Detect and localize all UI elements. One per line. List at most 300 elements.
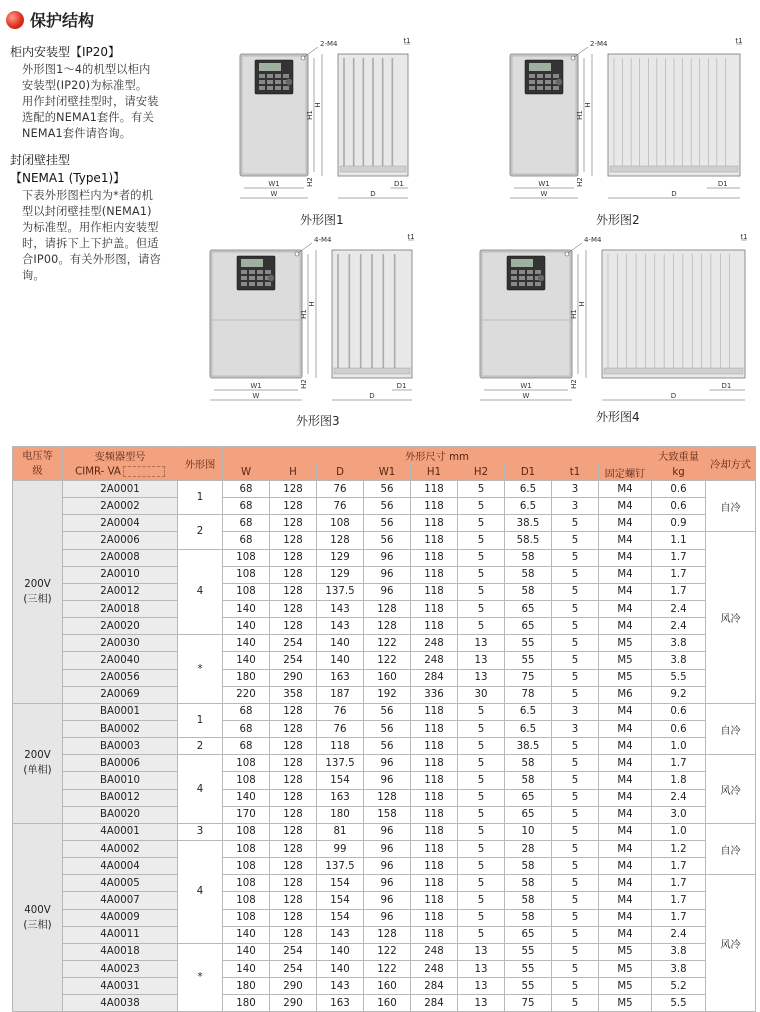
dimension-cell: 254 [270,635,317,652]
dimension-cell: 180 [223,978,270,995]
dimension-cell: 290 [270,669,317,686]
dim-label: D1 [396,382,407,390]
dim-label: W [522,392,530,400]
dimension-cell: 108 [223,909,270,926]
dimension-cell: 163 [317,669,364,686]
keypad-button [267,80,273,84]
dimension-cell: 5 [458,772,505,789]
dim-label: D1 [393,180,404,188]
dimension-cell: 290 [270,995,317,1012]
dimension-cell: 5 [552,755,599,772]
dimension-cell: 122 [364,652,411,669]
dimension-cell: 76 [317,720,364,737]
model-cell: BA0012 [63,789,178,806]
keypad-button [537,74,543,78]
weight-cell: 0.6 [652,703,706,720]
nema1-line: 型以封闭壁挂型(NEMA1) [22,205,152,218]
dimension-cell: 58 [505,549,552,566]
nema1-line: 下表外形图栏内为*者的机 [22,189,154,202]
keypad-button [529,86,535,90]
dimension-cell: M4 [599,583,652,600]
weight-cell: 5.5 [652,995,706,1012]
dim-label: D1 [721,382,732,390]
model-cell: BA0010 [63,772,178,789]
model-cell: 4A0005 [63,875,178,892]
dimension-cell: 154 [317,892,364,909]
dimension-cell: 180 [317,806,364,823]
voltage-group-cell [13,823,63,1012]
dimension-cell: 128 [364,600,411,617]
dim-label: W [252,392,260,400]
dimension-cell: 56 [364,481,411,498]
nema1-line: 为标准型。用作柜内安装型 [22,221,159,234]
keypad-button [553,86,559,90]
dimension-cell: M4 [599,618,652,635]
weight-cell: 1.8 [652,772,706,789]
dimension-cell: 96 [364,840,411,857]
keypad-button [519,276,525,280]
table-row [13,720,756,737]
dimension-cell: 5 [552,532,599,549]
model-cell: 2A0008 [63,549,178,566]
dimension-cell: 128 [364,618,411,635]
dimension-cell: 140 [223,600,270,617]
nema1-line: 询。 [22,269,45,282]
dimension-cell: 128 [270,720,317,737]
dimension-cell: M4 [599,875,652,892]
dimension-cell: 358 [270,686,317,703]
model-cell: BA0001 [63,703,178,720]
dimension-cell: 128 [270,532,317,549]
model-cell: 4A0009 [63,909,178,926]
weight-cell: 1.7 [652,566,706,583]
dimension-cell: 128 [270,515,317,532]
header-col-1: H [270,464,317,481]
dimension-cell: 284 [411,669,458,686]
dimension-cell: 30 [458,686,505,703]
dimension-cell: 248 [411,960,458,977]
dimension-cell: 5 [552,943,599,960]
table-row [13,515,756,532]
dimension-cell: 96 [364,823,411,840]
ip20-line: 外形图1～4的机型以柜内 [22,63,151,76]
dimension-cell: M5 [599,635,652,652]
keypad-display [241,259,263,267]
table-row [13,926,756,943]
dimension-cell: 108 [223,755,270,772]
dimension-cell: 118 [411,755,458,772]
dimension-cell: 5 [458,618,505,635]
dim-label: H1 [306,110,314,120]
weight-cell: 3.8 [652,943,706,960]
ip20-line: 安装型(IP20)为标准型。 [22,79,148,92]
dimension-cell: 128 [270,823,317,840]
dim-label: H [578,301,586,307]
table-row [13,840,756,857]
dimension-cell: 128 [317,532,364,549]
dimension-cell: 108 [223,875,270,892]
table-row [13,686,756,703]
model-code-box [123,466,165,477]
keypad-button [249,270,255,274]
dim-label: t1 [403,38,411,45]
keypad-dial [286,79,292,85]
dimension-cell: 254 [270,960,317,977]
dimension-cell: 154 [317,772,364,789]
dimension-cell: 284 [411,978,458,995]
keypad-display [511,259,533,267]
dimension-cell: 108 [223,549,270,566]
dim-label: W [540,190,548,198]
dimension-cell: 5 [458,515,505,532]
dim-label: W1 [268,180,280,188]
weight-cell: 1.7 [652,549,706,566]
ip20-line: 用作封闭壁挂型时，请安装 [22,95,159,108]
dimension-cell: 3 [552,498,599,515]
dim-label: W1 [520,382,532,390]
dimension-cell: 65 [505,926,552,943]
outline-cell: 1 [178,481,223,515]
dimension-cell: 58 [505,583,552,600]
dim-label: t1 [735,38,743,45]
dimension-cell: 5 [552,635,599,652]
dimension-cell: 68 [223,515,270,532]
dimension-cell: 118 [411,840,458,857]
voltage-group-label: (三相) [23,919,52,931]
dim-label: D [369,392,375,400]
model-cell: 2A0004 [63,515,178,532]
dimension-cell: 118 [411,858,458,875]
dimension-cell: 55 [505,943,552,960]
model-cell: BA0006 [63,755,178,772]
dimension-cell: 10 [505,823,552,840]
dimension-cell: 13 [458,943,505,960]
dimension-cell: 56 [364,738,411,755]
header-weight-unit: kg [652,464,706,481]
dimension-cell: 336 [411,686,458,703]
weight-cell: 2.4 [652,600,706,617]
keypad-button [257,282,263,286]
outline-cell: * [178,943,223,1012]
dim-label: H2 [300,379,308,389]
table-row [13,995,756,1012]
model-cell: 4A0004 [63,858,178,875]
weight-cell: 5.5 [652,669,706,686]
dimension-cell: 140 [317,635,364,652]
cooling-cell: 自冷 [706,481,756,532]
dimension-cell: 143 [317,926,364,943]
dimension-cell: 118 [411,498,458,515]
dimension-cell: 129 [317,549,364,566]
dim-label: H1 [576,110,584,120]
dimension-cell: 108 [223,823,270,840]
dimension-cell: 290 [270,978,317,995]
dimension-cell: 128 [270,600,317,617]
model-cell: 4A0002 [63,840,178,857]
dimension-cell: 128 [270,875,317,892]
cooling-cell: 自冷 [706,703,756,754]
dimension-cell: 3 [552,481,599,498]
table-row [13,978,756,995]
outline-cell: 4 [178,840,223,943]
keypad-button [265,282,271,286]
model-cell: BA0002 [63,720,178,737]
keypad-button [275,86,281,90]
model-cell: 2A0020 [63,618,178,635]
table-row [13,652,756,669]
dimension-cell: 118 [411,823,458,840]
dim-label: H2 [306,177,314,187]
dimension-cell: 122 [364,960,411,977]
weight-cell: 1.0 [652,823,706,840]
figure-caption: 外形图3 [296,414,340,428]
model-prefix-text: CIMR- VA [75,466,121,478]
leader-line [298,243,312,253]
dim-label: W1 [250,382,262,390]
keypad-button [275,74,281,78]
dimension-cell: 118 [411,806,458,823]
dimension-cell: 28 [505,840,552,857]
dimension-cell: 108 [223,892,270,909]
dimension-cell: 118 [411,909,458,926]
dimension-cell: 5 [552,995,599,1012]
table-body [13,481,756,1012]
dimension-cell: M4 [599,806,652,823]
keypad-button [249,282,255,286]
dim-label: t1 [740,234,748,241]
dimension-cell: 140 [223,926,270,943]
cooling-cell: 自冷 [706,823,756,874]
dimension-cell: 5 [458,892,505,909]
header-col-5: H2 [458,464,505,481]
dimension-cell: 220 [223,686,270,703]
keypad-button [553,74,559,78]
voltage-group-cell [13,703,63,823]
dimension-cell: 5 [458,549,505,566]
weight-cell: 3.8 [652,635,706,652]
dimension-cell: 129 [317,566,364,583]
keypad-button [527,276,533,280]
table-row [13,669,756,686]
dimension-cell: 5 [552,926,599,943]
dimension-cell: 5 [552,738,599,755]
ip20-heading: 柜内安装型【IP20】 [10,45,121,59]
header-col-0: W [223,464,270,481]
dimension-cell: 68 [223,703,270,720]
dimension-cell: 5 [552,875,599,892]
dimension-cell: 143 [317,600,364,617]
keypad-button [259,74,265,78]
table-row [13,600,756,617]
table-row [13,755,756,772]
dimension-cell: 118 [411,532,458,549]
dimension-cell: 128 [270,789,317,806]
dimension-cell: 68 [223,532,270,549]
outline-cell: 2 [178,515,223,549]
voltage-group-label: (单相) [23,765,52,777]
dimension-cell: 137.5 [317,858,364,875]
dimension-cell: M4 [599,515,652,532]
dimension-cell: 187 [317,686,364,703]
keypad-button [545,74,551,78]
dimension-cell: 68 [223,738,270,755]
dim-label: H [314,102,322,108]
dimension-cell: 140 [317,943,364,960]
table-row [13,549,756,566]
dimension-cell: 56 [364,720,411,737]
dimension-cell: 5 [458,583,505,600]
figure-caption: 外形图1 [300,213,344,227]
dimension-cell: 158 [364,806,411,823]
table-row [13,498,756,515]
dimension-cell: 56 [364,703,411,720]
dimension-cell: 96 [364,755,411,772]
dimension-cell: 5 [552,583,599,600]
weight-cell: 3.8 [652,960,706,977]
weight-cell: 1.0 [652,738,706,755]
dimension-cell: 118 [411,703,458,720]
dimension-table [12,446,756,1012]
dimension-cell: 68 [223,498,270,515]
keypad-button [537,80,543,84]
table-row [13,806,756,823]
model-cell: BA0003 [63,738,178,755]
keypad-display [529,63,551,71]
model-cell: 2A0056 [63,669,178,686]
cooling-cell: 风冷 [706,875,756,1012]
dimension-cell: 58 [505,892,552,909]
dimension-cell: 13 [458,978,505,995]
model-cell: 4A0018 [63,943,178,960]
dimension-cell: M4 [599,755,652,772]
dimension-cell: 75 [505,995,552,1012]
table-row [13,823,756,840]
keypad-button [259,86,265,90]
dimension-cell: 68 [223,720,270,737]
dimension-cell: 78 [505,686,552,703]
outline-cell: 1 [178,703,223,737]
outline-cell: 4 [178,549,223,635]
outline-drawing [470,234,755,410]
weight-cell: 0.6 [652,720,706,737]
side-base [334,368,410,374]
dimension-cell: M5 [599,978,652,995]
table-row [13,738,756,755]
dimension-cell: 118 [411,618,458,635]
weight-cell: 1.7 [652,909,706,926]
leader-line [568,243,582,253]
dimension-cell: 118 [411,892,458,909]
dimension-cell: 5 [552,566,599,583]
dimension-cell: 58 [505,755,552,772]
dimension-cell: M5 [599,995,652,1012]
model-cell: 4A0011 [63,926,178,943]
dimension-cell: 143 [317,978,364,995]
keypad-button [545,86,551,90]
dimension-cell: 108 [223,772,270,789]
outline-figure-2 [500,38,750,210]
dimension-cell: 55 [505,652,552,669]
keypad-button [519,282,525,286]
dimension-cell: 128 [270,892,317,909]
dimension-cell: 128 [270,481,317,498]
dimension-cell: M5 [599,652,652,669]
dimension-cell: M4 [599,532,652,549]
dimension-cell: 38.5 [505,515,552,532]
table-row [13,583,756,600]
weight-cell: 2.4 [652,789,706,806]
dimension-cell: 5 [458,840,505,857]
dimension-cell: 140 [223,635,270,652]
outline-drawing [200,234,450,410]
dimension-cell: M4 [599,772,652,789]
keypad-button [259,80,265,84]
dimension-cell: 58 [505,772,552,789]
dimension-cell: 55 [505,960,552,977]
dimension-cell: M6 [599,686,652,703]
dimension-cell: M4 [599,840,652,857]
dim-label: H1 [300,309,308,319]
dimension-cell: 143 [317,618,364,635]
dimension-cell: 5 [552,515,599,532]
ip20-line: 选配的NEMA1套件。有关 [22,111,154,124]
dimension-cell: 6.5 [505,481,552,498]
dimension-cell: 284 [411,995,458,1012]
voltage-group-cell [13,481,63,704]
dimension-cell: 128 [270,806,317,823]
keypad-button [529,80,535,84]
dimension-cell: 248 [411,652,458,669]
dimension-cell: 56 [364,532,411,549]
header-col-8: 固定螺钉 [599,464,652,481]
weight-cell: 3.0 [652,806,706,823]
table-row [13,532,756,549]
cooling-cell: 风冷 [706,755,756,824]
dimension-cell: 140 [223,943,270,960]
header-outline: 外形图 [178,447,223,481]
dimension-cell: 128 [270,755,317,772]
dimension-cell: 118 [411,600,458,617]
weight-cell: 9.2 [652,686,706,703]
model-cell: 4A0007 [63,892,178,909]
model-cell: 4A0001 [63,823,178,840]
dimension-cell: 192 [364,686,411,703]
dimension-cell: 5 [458,806,505,823]
dimension-cell: 58 [505,858,552,875]
outline-drawing [500,38,750,210]
dimension-cell: 254 [270,652,317,669]
dimension-cell: 140 [317,960,364,977]
dimension-cell: 128 [270,566,317,583]
dimension-cell: 96 [364,858,411,875]
dimension-cell: 128 [270,926,317,943]
dim-label: D [671,190,677,198]
dimension-cell: 76 [317,498,364,515]
dim-label: H [584,102,592,108]
dimension-cell: 180 [223,995,270,1012]
dimension-cell: 140 [223,618,270,635]
dimension-cell: 254 [270,943,317,960]
dimension-cell: 118 [411,738,458,755]
table-row [13,481,756,498]
dimension-cell: 13 [458,995,505,1012]
dimension-cell: 96 [364,875,411,892]
dimension-cell: 96 [364,772,411,789]
ip20-line: NEMA1套件请咨询。 [22,127,132,140]
dim-label: W1 [538,180,550,188]
nema1-line: 合IP00。有关外形图，请咨 [22,253,161,266]
dimension-cell: 5 [458,789,505,806]
